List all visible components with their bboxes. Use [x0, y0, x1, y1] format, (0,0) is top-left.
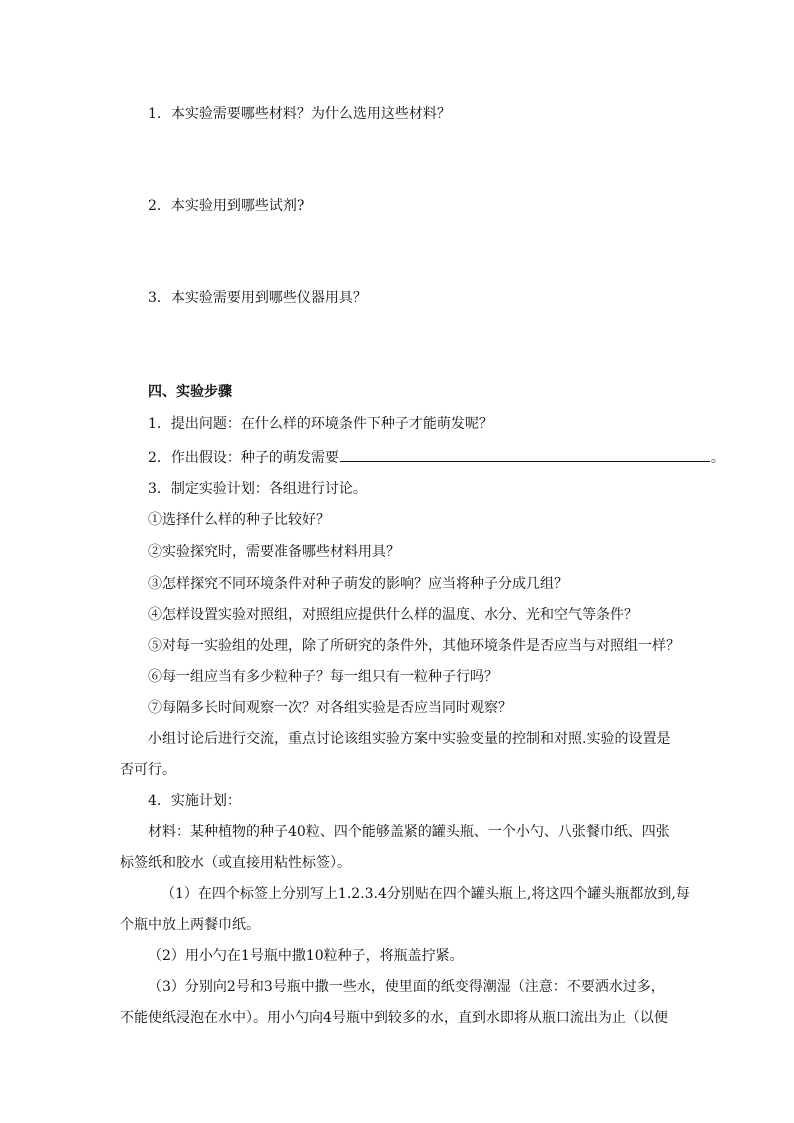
section-heading: 四、实验步骤: [148, 384, 232, 400]
sub-question-3: ③怎样探究不同环境条件对种子萌发的影响？应当将种子分成几组？: [148, 576, 568, 592]
question-2: 2．本实验用到哪些试剂?: [148, 198, 305, 214]
sub-question-5: ⑤对每一实验组的处理，除了所研究的条件外，其他环境条件是否应当与对照组一样？: [148, 638, 680, 654]
procedure-3-line-1: （3）分别向2号和3号瓶中撒一些水，使里面的纸变得潮湿（注意：不要洒水过多，: [148, 979, 665, 995]
step-2: [148, 447, 725, 468]
step-2-prefix: 2．作出假设：种子的萌发需要: [148, 450, 339, 466]
sub-question-6: ⑥每一组应当有多少粒种子？每一组只有一粒种子行吗？: [148, 669, 498, 685]
sub-question-4: ④怎样设置实验对照组，对照组应提供什么样的温度、水分、光和空气等条件？: [148, 607, 638, 623]
step-2-suffix: 。: [710, 450, 725, 466]
procedure-3-line-2: 不能使纸浸泡在水中）。用小勺向4号瓶中到较多的水，直到水即将从瓶口流出为止（以便: [120, 1010, 668, 1026]
procedure-1-line-1: （1）在四个标签上分别写上1.2.3.4分别贴在四个罐头瓶上,将这四个罐头瓶都放到,每: [161, 886, 690, 902]
materials-line-2: 标签纸和胶水（或直接用粘性标签）。: [120, 855, 351, 871]
step-3: 3．制定实验计划：各组进行讨论。: [148, 481, 367, 497]
sub-question-2: ②实验探究时，需要准备哪些材料用具？: [148, 544, 400, 560]
sub-question-7: ⑦每隔多长时间观察一次？对各组实验是否应当同时观察？: [148, 700, 512, 716]
sub-question-1: ①选择什么样的种子比较好？: [148, 512, 330, 528]
step-1: 1．提出问题：在什么样的环境条件下种子才能萌发呢？: [148, 416, 493, 432]
procedure-2: （2）用小勺在1号瓶中撒10粒种子，将瓶盖拧紧。: [148, 948, 464, 964]
question-3: 3．本实验需要用到哪些仪器用具？: [148, 290, 367, 306]
step-4: 4．实施计划：: [148, 793, 241, 809]
discussion-line-2: 否可行。: [120, 762, 176, 778]
procedure-1-line-2: 个瓶中放上两餐巾纸。: [120, 917, 260, 933]
question-1: 1．本实验需要哪些材料？为什么选用这些材料？: [148, 106, 451, 122]
materials-line-1: 材料：某种植物的种子40粒、四个能够盖紧的罐头瓶、一个小勺、八张餐巾纸、四张: [148, 824, 670, 840]
hypothesis-blank: [340, 447, 710, 462]
discussion-line-1: 小组讨论后进行交流，重点讨论该组实验方案中实验变量的控制和对照.实验的设置是: [148, 731, 671, 747]
